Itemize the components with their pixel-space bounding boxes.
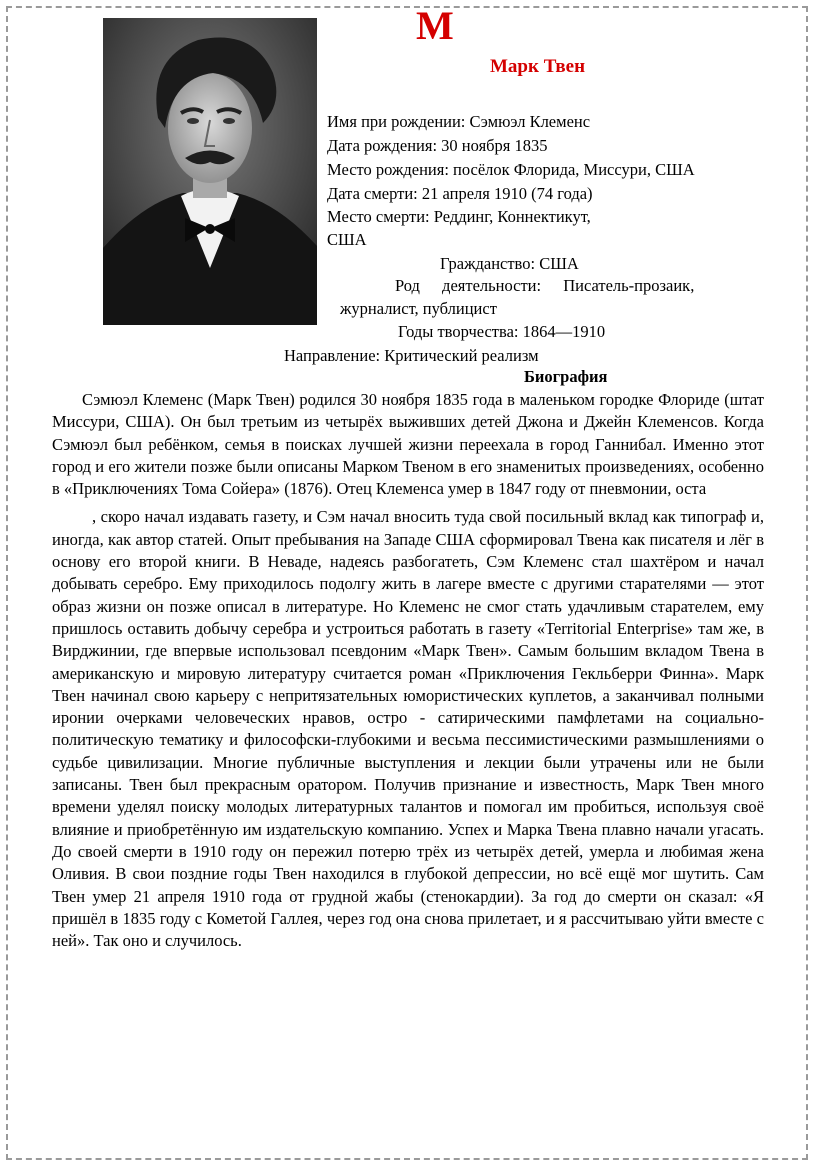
death-place: Место смерти: Реддинг, Коннектикут,	[327, 207, 591, 226]
citizenship: Гражданство: США	[440, 254, 579, 273]
biography-text	[52, 389, 764, 952]
birth-date: Дата рождения: 30 ноября 1835	[327, 136, 548, 155]
occupation: Род деятельности: Писатель-прозаик,	[395, 276, 695, 295]
biography-heading: Биография	[524, 367, 608, 386]
biography-paragraph-2: , скоро начал издавать газету, и Сэм начал вносить туда свой посильный вклад как типограф и, иногда, как автор статей. Опыт пребывания на Западе США сформировал Твена как писателя и лёг в основу его второй книги. В Неваде, надеясь разбогатеть, Сэм Клеменс стал шахтёром и начал добывать серебро. Ему приходилось подолгу жить в лагере вместе с другими старателями — этот образ жизни он позже описал в литературе. Но Клеменс не смог стать удачливым старателем, ему пришлось оставить добычу серебра и устроиться работать в газету «Territorial Enterprise» там же, в Вирджинии, где впервые использовал псевдоним «Марк Твен». Самым большим вкладом Твена в американскую и мировую литературу считается роман «Приключения Гекльберри Финна». Марк Твен начинал свою карьеру с непритязательных юмористических куплетов, а заканчивал полными иронии очерками человеческих нравов, остро - сатирическими памфлетами на социально-политическую тематику и философски-глубокими и весьма пессимистическими размышлениями о судьбе цивилизации. Многие публичные выступления и лекции были утрачены или не были записаны. Твен был прекрасным оратором. Получив признание и известность, Марк Твен много времени уделял поиску молодых литературных талантов и помогал им пробиться, используя своё влияние и приобретённую им издательскую компанию. Успех и Марка Твена плавно начали угасать. До своей смерти в 1910 году он пережил потерю трёх из четырёх детей, умерла и любимая жена Оливия. В свои поздние годы Твен находился в глубокой депрессии, но всё ещё мог шутить. Сам Твен умер 21 апреля 1910 года от грудной жабы (стенокардии). За год до смерти он сказал: «Я пришёл в 1835 году с Кометой Галлея, через год она снова прилетает, и я рассчитываю уйти вместе с ней». Так оно и случилось.	[52, 507, 764, 951]
occupation-continued: журналист, публицист	[340, 299, 497, 318]
portrait-photo	[103, 18, 317, 325]
years-active: Годы творчества: 1864—1910	[398, 322, 606, 341]
decorative-initial: М	[416, 3, 454, 48]
literary-direction: Направление: Критический реализм	[284, 346, 539, 365]
birth-place: Место рождения: посёлок Флорида, Миссури, США	[327, 160, 695, 179]
page-title: Марк Твен	[490, 56, 586, 77]
death-place-country: США	[327, 230, 367, 249]
birth-name: Имя при рождении: Сэмюэл Клеменс	[327, 112, 591, 131]
death-date: Дата смерти: 21 апреля 1910 (74 года)	[327, 184, 593, 203]
biography-paragraph-1: Сэмюэл Клеменс (Марк Твен) родился 30 ноября 1835 года в маленьком городке Флориде (штат Миссури, США). Он был третьим из четырёх выживших детей Джона и Джейн Клеменсов. Когда Сэмюэл был ребёнком, семья в поисках лучшей жизни переехала в город Ганнибал. Именно этот город и его жители позже были описаны Марком Твеном в его знаменитых произведениях, особенно в «Приключениях Тома Сойера» (1876). Отец Клеменса умер в 1847 году от пневмонии, оста	[52, 390, 764, 499]
